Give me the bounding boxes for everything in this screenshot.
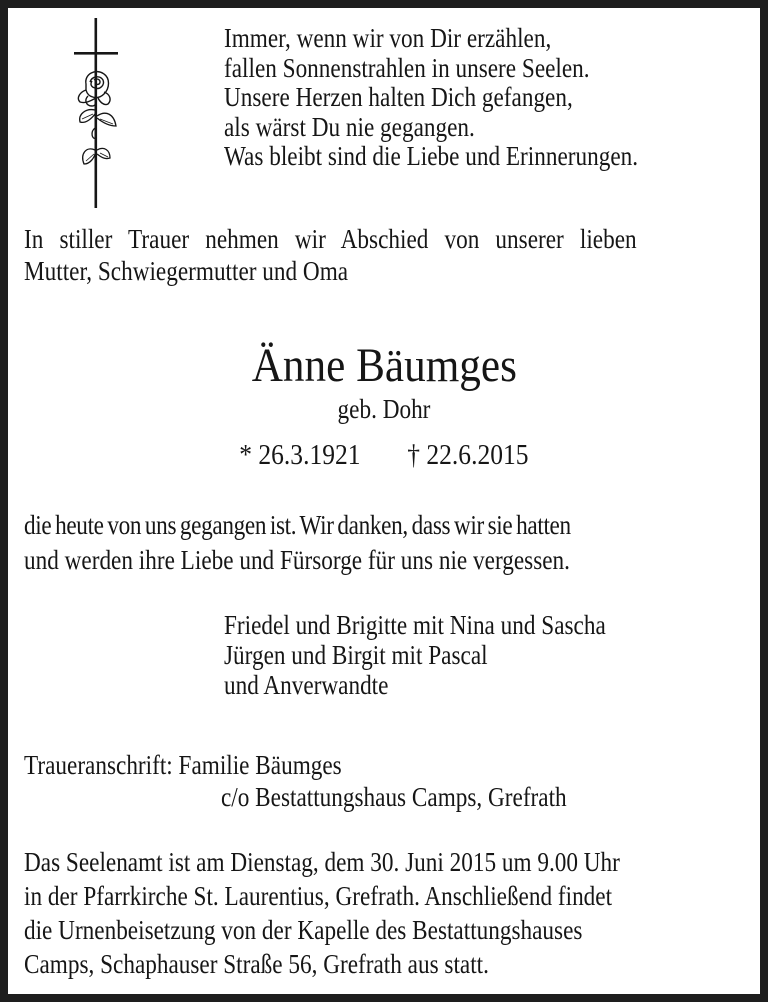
- intro-line-1: [24, 226, 752, 253]
- death-date: † 22.6.2015: [407, 439, 529, 471]
- mourning-address-line-2: c/o Bestattungshaus Camps, Grefrath: [221, 782, 567, 812]
- poem: [224, 25, 638, 173]
- thanks-line: und werden ihre Liebe und Fürsorge für uns nie vergessen.: [24, 545, 570, 575]
- deceased-name: [8, 339, 760, 392]
- poem-line: fallen Sonnenstrahlen in unsere Seelen.: [224, 52, 590, 83]
- mourning-address: Traueranschrift: Familie Bäumges: [24, 750, 342, 780]
- obituary-sheet: [8, 8, 760, 994]
- maiden-name-text: geb. Dohr: [337, 394, 431, 424]
- life-dates: [8, 441, 760, 470]
- deceased-name-text: Änne Bäumges: [251, 339, 517, 392]
- intro-text-1: In stiller Trauer nehmen wir Abschied von unserer lieben: [24, 224, 637, 254]
- maiden-name: [8, 396, 760, 423]
- poem-line: Was bleibt sind die Liebe und Erinnerungen.: [224, 141, 639, 171]
- thanks-paragraph: [24, 512, 571, 582]
- poem-line: Unsere Herzen halten Dich gefangen,: [224, 82, 573, 112]
- mourner-line: Friedel und Brigitte mit Nina und Sascha: [224, 610, 606, 640]
- mourner-line: Jürgen und Birgit mit Pascal: [224, 640, 488, 670]
- intro-line-2: Mutter, Schwiegermutter und Oma: [24, 256, 349, 286]
- cross-with-rose-icon: [56, 18, 136, 208]
- mourner-line: und Anverwandte: [224, 670, 389, 700]
- service-line: Das Seelenamt ist am Dienstag, dem 30. Juni 2015 um 9.00 Uhr: [24, 847, 620, 877]
- poem-line: als wärst Du nie gegangen.: [224, 111, 475, 142]
- birth-date: * 26.3.1921: [239, 439, 361, 471]
- service-line: die Urnenbeisetzung von der Kapelle des Bestattungshauses: [24, 915, 583, 945]
- poem-line: Immer, wenn wir von Dir erzählen,: [224, 23, 552, 53]
- service-line: Camps, Schaphauser Straße 56, Grefrath aus statt.: [24, 949, 489, 979]
- thanks-line: die heute von uns gegangen ist. Wir danken, dass wir sie hatten: [24, 510, 571, 540]
- mourners-list: [224, 612, 606, 702]
- service-paragraph: [24, 849, 620, 985]
- service-line: in der Pfarrkirche St. Laurentius, Grefrath. Anschließend findet: [24, 881, 613, 911]
